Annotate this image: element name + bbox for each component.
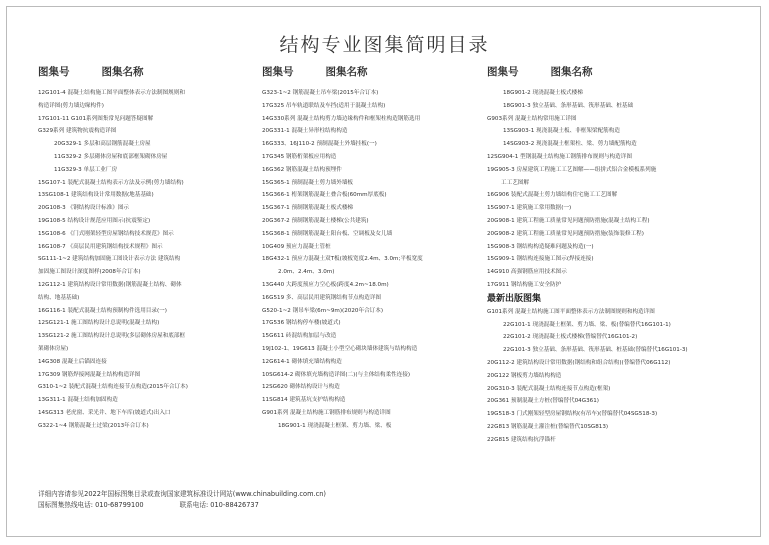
catalog-column-3 bbox=[487, 64, 742, 447]
catalog-item: G520-1~2 钢吊车梁(6m~9m)(2020年合订本) bbox=[262, 307, 384, 314]
catalog-item: 15G367-1 预制钢筋混凝土板式楼梯 bbox=[262, 205, 354, 212]
catalog-item: 结构、地基基础) bbox=[38, 294, 80, 301]
catalog-item: 14G910 高强钢筋应用技术图示 bbox=[487, 269, 567, 276]
catalog-item: 19G518-3 门式刚架轻型房屋钢结构(有吊车)(替编替代04SG518-3) bbox=[487, 411, 658, 418]
catalog-item: 22G101-2 现浇混凝土板式楼梯(替编替代16G101-2) bbox=[503, 334, 638, 341]
catalog-item: SG111-1~2 建筑结构加固施工图设计表示方法 建筑结构 bbox=[38, 256, 181, 263]
catalog-item: 16G519 多、高层民用建筑钢结构节点构造详图 bbox=[262, 294, 382, 301]
catalog-list bbox=[262, 87, 492, 433]
catalog-item: 13G311-1 混凝土结构加固构造 bbox=[38, 397, 118, 404]
catalog-item: 13SG903-1 现浇混凝土板、非框架梁配筋构造 bbox=[503, 128, 620, 135]
catalog-item: 17G536 钢结构停车楼(坡道式) bbox=[262, 320, 341, 327]
catalog-item: 14G308 混凝土后锚固连接 bbox=[38, 358, 107, 365]
catalog-item: 18G901-1 现浇混凝土框架、剪力墙、梁、板 bbox=[278, 422, 392, 429]
catalog-item: 22G813 钢筋混凝土灌注桩(替编替代10SG813) bbox=[487, 423, 609, 430]
catalog-item: 16G333、16J110-2 预制混凝土外墙挂板(一) bbox=[262, 141, 377, 148]
catalog-item: 11SG814 建筑基坑支护结构构造 bbox=[262, 397, 346, 404]
catalog-item: 19G905-3 房屋建筑工程施工工艺图解——组拼式铝合金模板系列施 bbox=[487, 166, 657, 173]
catalog-item: 加固施工图设计深度图样(2008年合订本) bbox=[38, 269, 141, 276]
header-name: 图集名称 bbox=[101, 66, 144, 78]
catalog-item: 11G329-2 多层砌体房屋和底部框架砌体房屋 bbox=[54, 153, 168, 160]
catalog-item: 15G108-6 《门式刚架轻型房屋钢结构技术规范》图示 bbox=[38, 230, 174, 237]
catalog-item: 13SG121-2 施工图结构设计总说明(多层砌体房屋和底部框 bbox=[38, 333, 186, 340]
catalog-item: 工工艺图解 bbox=[501, 179, 529, 186]
catalog-item: 20G367-2 预制钢筋混凝土楼梯(公共建筑) bbox=[262, 217, 369, 224]
catalog-item: 12G101-4 混凝土结构施工图平面整体表示方法制图规则和 bbox=[38, 90, 185, 96]
footer-hotline: 国标图集热线电话: 010-68799100 bbox=[38, 501, 144, 509]
catalog-item: 20G329-1 多层和高层钢筋混凝土房屋 bbox=[54, 141, 151, 148]
header-code: 图集号 bbox=[262, 66, 294, 78]
catalog-item: G323-1~2 钢筋混凝土吊车梁(2015年合订本) bbox=[262, 90, 379, 96]
catalog-item: G903系列 混凝土结构常用施工详图 bbox=[487, 115, 577, 122]
catalog-item: 13SG108-1 建筑结构设计常用数据(地基基础) bbox=[38, 192, 154, 199]
header-code: 图集号 bbox=[38, 66, 70, 78]
section-heading: 最新出版图集 bbox=[487, 293, 542, 304]
catalog-item: 13G440 大跨度预应力空心板(跨度4.2m~18.0m) bbox=[262, 281, 389, 288]
column-header bbox=[38, 64, 266, 81]
catalog-item: 20G112-2 建筑结构设计常用数据(钢结构和组合结构)(替编替代06G112) bbox=[487, 359, 671, 366]
catalog-item: 15G611 砖混结构加层与改造 bbox=[262, 333, 337, 340]
catalog-item: G101系列 混凝土结构施工图平面整体表示方法制图规则和构造详图 bbox=[487, 308, 655, 315]
catalog-item: 20G908-1 建筑工程施工质量常见问题预防措施(混凝土结构工程) bbox=[487, 217, 650, 224]
catalog-item: 20G331-1 混凝土异形柱结构构造 bbox=[262, 128, 348, 135]
catalog-item: 14SG313 老虎窗、采光井、地下车库(坡道式)出入口 bbox=[38, 409, 171, 416]
catalog-item: 17G345 钢筋桁架板应用构造 bbox=[262, 153, 337, 160]
catalog-item: 22G101-3 独立基础、条形基础、筏形基础、桩基础(替编替代16G101-3) bbox=[503, 347, 688, 354]
page-title: 结构专业图集简明目录 bbox=[279, 34, 490, 56]
catalog-item: 20G122 钢板剪力墙结构构造 bbox=[487, 372, 562, 379]
catalog-item: 17G101-11 G101系列图集常见问题答疑图解 bbox=[38, 115, 154, 122]
catalog-item: 12SG904-1 型钢混凝土结构施工钢筋排布规则与构造详图 bbox=[487, 153, 632, 160]
footer bbox=[38, 489, 326, 511]
catalog-item: 2.0m、2.4m、3.0m) bbox=[278, 269, 335, 276]
catalog-item: 20G108-3 《钢结构设计标准》图示 bbox=[38, 205, 130, 212]
footer-note: 详细内容请参见2022年国标图集目录或查询国家建筑标准设计网站(www.chinabuilding.com.cn) bbox=[38, 490, 326, 498]
catalog-list bbox=[487, 87, 742, 447]
catalog-item: 18G432-1 预应力混凝土双T板(坡板宽度2.4m、3.0m;平板宽度 bbox=[262, 256, 423, 263]
catalog-item: 11G329-3 单层工业厂房 bbox=[54, 166, 118, 173]
catalog-item: 17G325 吊车轨道联结及车挡(适用于混凝土结构) bbox=[262, 102, 386, 109]
catalog-item: 17G911 钢结构施工安全防护 bbox=[487, 281, 562, 288]
catalog-item: 18G901-2 现浇混凝土板式楼梯 bbox=[503, 90, 583, 96]
catalog-item: 22G815 建筑结构抗浮锚杆 bbox=[487, 436, 556, 443]
catalog-item: 15G366-1 桁架钢筋混凝土叠合板(60mm厚底板) bbox=[262, 192, 387, 199]
catalog-item: 15G368-1 预制钢筋混凝土阳台板、空调板及女儿墙 bbox=[262, 230, 393, 237]
catalog-item: 15G365-1 预制混凝土剪力墙外墙板 bbox=[262, 179, 354, 186]
footer-phone: 联系电话: 010-88426737 bbox=[179, 501, 259, 509]
catalog-item: G310-1~2 装配式混凝土结构连接节点构造(2015年合订本) bbox=[38, 384, 188, 391]
catalog-item: 12SG121-1 施工图结构设计总说明(混凝土结构) bbox=[38, 320, 160, 327]
catalog-item: 12G112-1 建筑结构设计常用数据(钢筋混凝土结构、砌体 bbox=[38, 281, 182, 288]
catalog-item: 19G108-5 结构设计规范应用图示(抗震鉴定) bbox=[38, 217, 151, 224]
footer-contacts bbox=[38, 500, 326, 511]
header-code: 图集号 bbox=[487, 66, 519, 78]
catalog-item: 10G409 预应力混凝土管桩 bbox=[262, 243, 331, 250]
catalog-item: G329系列 建筑物抗震构造详图 bbox=[38, 128, 117, 135]
catalog-item: 15G107-1 装配式混凝土结构表示方法及示例(剪力墙结构) bbox=[38, 179, 184, 186]
catalog-list bbox=[38, 87, 266, 433]
catalog-item: 15G908-3 钢结构构造疑难问题及构造(一) bbox=[487, 243, 594, 250]
catalog-column-1 bbox=[38, 64, 266, 433]
catalog-item: 16G108-7 《高层民用建筑钢结构技术规程》图示 bbox=[38, 243, 163, 250]
catalog-item: G322-1~4 钢筋混凝土过梁(2013年合订本) bbox=[38, 422, 149, 429]
catalog-item: 20G361 预制混凝土方桩(替编替代04G361) bbox=[487, 398, 599, 405]
catalog-column-2 bbox=[262, 64, 492, 433]
catalog-item: 15G907-1 建筑施工常用数据(一) bbox=[487, 205, 572, 212]
catalog-item: 14SG903-2 现浇混凝土框架柱、梁、剪力墙配筋构造 bbox=[503, 141, 637, 148]
catalog-item: 14G330系列 混凝土结构剪力墙边缘构件和框架柱构造钢筋选用 bbox=[262, 115, 421, 122]
catalog-item: 10SG614-2 砌体填充墙构造详图(二)(与主体结构柔性连接) bbox=[262, 371, 411, 378]
catalog-item: 12G614-1 砌体填充墙结构构造 bbox=[262, 358, 342, 365]
column-header bbox=[262, 64, 492, 81]
catalog-item: 20G310-3 装配式混凝土结构连接节点构造(框架) bbox=[487, 385, 611, 392]
catalog-item: G901系列 混凝土结构施工钢筋排布规则与构造详图 bbox=[262, 409, 391, 416]
catalog-item: 构造详图(剪力墙边缘构件) bbox=[38, 102, 104, 109]
catalog-item: 22G101-1 现浇混凝土框架、剪力墙、梁、板(替编替代16G101-1) bbox=[503, 321, 671, 328]
header-name: 图集名称 bbox=[550, 66, 593, 78]
catalog-item: 17G309 钢筋焊接网混凝土结构构造详图 bbox=[38, 371, 141, 378]
catalog-item: 20G908-2 建筑工程施工质量常见问题预防措施(装饰装修工程) bbox=[487, 230, 644, 237]
header-name: 图集名称 bbox=[325, 66, 368, 78]
catalog-item: 18G901-3 独立基础、条形基础、筏形基础、桩基础 bbox=[503, 102, 634, 109]
column-header bbox=[487, 64, 742, 81]
catalog-item: 16G906 装配式混凝土剪力墙结构住宅施工工艺图解 bbox=[487, 192, 618, 199]
catalog-item: 16G362 钢筋混凝土结构预埋件 bbox=[262, 166, 342, 173]
catalog-item: 架砌体房屋) bbox=[38, 345, 69, 352]
catalog-item: 12SG620 砌体结构设计与构造 bbox=[262, 384, 340, 391]
catalog-item: 16G116-1 装配式混凝土结构预制构件选用目录(一) bbox=[38, 307, 167, 314]
catalog-item: 15G909-1 钢结构连接施工图示(焊接连接) bbox=[487, 256, 594, 263]
catalog-item: 19J102-1、19G613 混凝土小型空心砌块墙体建筑与结构构造 bbox=[262, 345, 418, 352]
